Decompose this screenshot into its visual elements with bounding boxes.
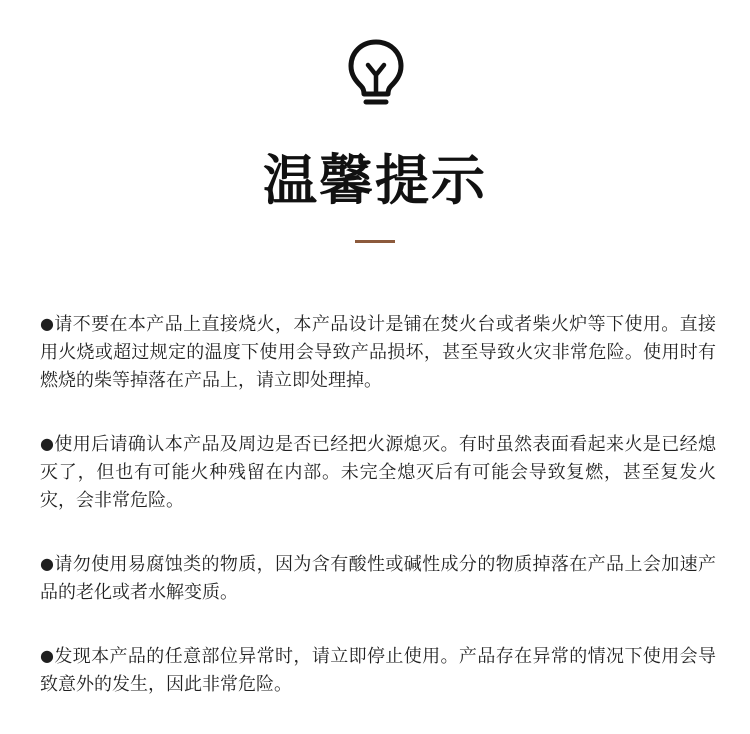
header — [0, 0, 750, 260]
page-title: 温馨提示 — [263, 149, 487, 212]
notice-text: 请不要在本产品上直接烧火，本产品设计是铺在焚火台或者柴火炉等下使用。直接用火烧或超过规定的温度下使用会导致产品损坏，甚至导致火灾非常危险。使用时有燃烧的柴等掉落在产品上，请立即处理掉。 — [40, 314, 716, 391]
notice-list — [40, 310, 716, 734]
lightbulb-icon — [347, 38, 405, 112]
notice-item — [40, 642, 716, 699]
notice-item — [40, 550, 716, 607]
title-divider — [355, 240, 395, 243]
notice-item — [40, 430, 716, 515]
bullet-icon: ● — [40, 434, 55, 453]
bullet-icon: ● — [40, 646, 55, 665]
notice-item — [40, 310, 716, 395]
bullet-icon: ● — [40, 554, 55, 573]
notice-text: 请勿使用易腐蚀类的物质，因为含有酸性或碱性成分的物质掉落在产品上会加速产品的老化或者水解变质。 — [40, 554, 716, 603]
notice-text: 发现本产品的任意部位异常时，请立即停止使用。产品存在异常的情况下使用会导致意外的发生，因此非常危险。 — [40, 646, 716, 695]
notice-text: 使用后请确认本产品及周边是否已经把火源熄灭。有时虽然表面看起来火是已经熄灭了，但也有可能火种残留在内部。未完全熄灭后有可能会导致复燃，甚至复发火灾，会非常危险。 — [40, 434, 716, 511]
bullet-icon: ● — [40, 314, 55, 333]
